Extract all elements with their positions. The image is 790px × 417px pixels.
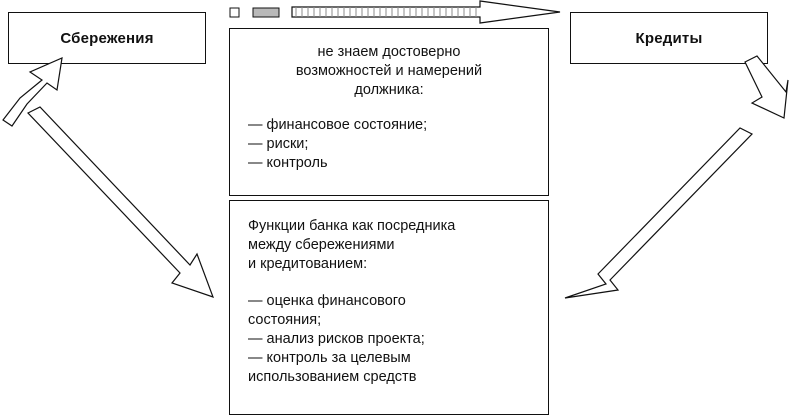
savings-label: Сбережения bbox=[60, 29, 154, 47]
functions-heading-line-2: между сбережениями bbox=[248, 237, 395, 253]
functions-list bbox=[248, 292, 530, 387]
spacer bbox=[248, 274, 530, 292]
list-item: — оценка финансового bbox=[248, 293, 406, 309]
uncertainty-heading-line-1: не знаем достоверно bbox=[317, 44, 461, 60]
arrow-down-right-icon bbox=[745, 56, 788, 118]
credits-label: Кредиты bbox=[635, 29, 703, 47]
filled-bar-icon bbox=[253, 8, 279, 17]
savings-box bbox=[8, 12, 206, 64]
list-item: состояния; bbox=[248, 312, 322, 328]
functions-heading-line-1: Функции банка как посредника bbox=[248, 218, 456, 234]
arrow-down-left-icon bbox=[28, 107, 213, 297]
list-item: — контроль за целевым bbox=[248, 350, 411, 366]
functions-heading-line-3: и кредитованием: bbox=[248, 256, 368, 272]
arrow-up-right-icon bbox=[565, 128, 752, 298]
list-item: — контроль bbox=[248, 155, 328, 171]
list-item: использованием средств bbox=[248, 369, 417, 385]
list-item: — риски; bbox=[248, 136, 309, 152]
functions-box bbox=[229, 200, 549, 415]
arrow-right-icon bbox=[292, 1, 560, 23]
uncertainty-list bbox=[248, 116, 530, 173]
functions-heading bbox=[248, 217, 530, 274]
list-item: — анализ рисков проекта; bbox=[248, 331, 425, 347]
uncertainty-heading bbox=[248, 43, 530, 100]
uncertainty-box bbox=[229, 28, 549, 196]
small-square-icon bbox=[230, 8, 239, 17]
credits-box bbox=[570, 12, 768, 64]
list-item: — финансовое состояние; bbox=[248, 117, 428, 133]
uncertainty-heading-line-3: должника: bbox=[354, 82, 424, 98]
arrow-up-left-icon bbox=[3, 58, 62, 126]
uncertainty-heading-line-2: возможностей и намерений bbox=[295, 63, 483, 79]
